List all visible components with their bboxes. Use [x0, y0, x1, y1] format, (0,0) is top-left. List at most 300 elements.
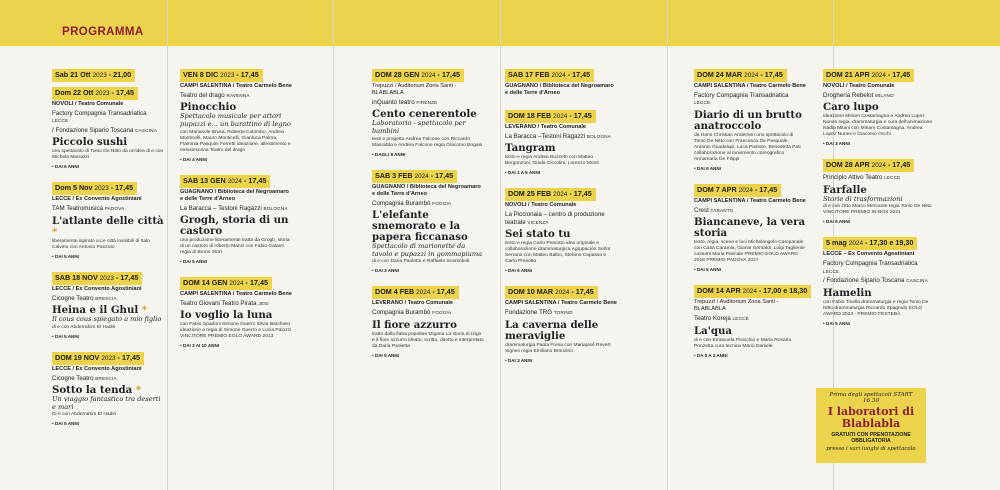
show-credits: ideazione Miriam Costamagna e Andrea Lopez Nunes regia, drammaturgia e cura dell'animazione Nadia Milani con Miriam Costamagna, Andrea Lopez Nunes e Giacomo Occhi: [823, 114, 933, 138]
company-name: Principio Attivo Teatro: [823, 174, 883, 182]
show-title: [372, 320, 484, 331]
show-title: [694, 110, 806, 132]
show-credits: uno spettacolo di Tonio De Nitto da un'idea di e con Michela Marrazzi: [52, 149, 164, 161]
date-day: SAB 3 FEB: [375, 170, 413, 180]
date-time: - 17,45: [435, 70, 460, 79]
show-title: [52, 216, 164, 238]
company: [372, 200, 484, 207]
date-time: - 17,45: [241, 175, 267, 185]
show-credits: con Fabio Tinella drammaturgia e regia Tonio De Nitto drammaturgia Riccardo Spagnulo EOLO AWARD 2023 - PREMIO FESTEBÀ: [823, 299, 929, 317]
company-name: Compagnia Burambò: [372, 309, 431, 317]
date-time: - 17,45: [885, 70, 911, 79]
company: [180, 300, 292, 307]
show-credits: testi e progetto Andrea Falcone con Riccardo Massidda e Andrea Falcone regia Giacomo Bogani: [372, 136, 483, 148]
event-block: [180, 64, 292, 162]
show-title: [694, 217, 806, 239]
date-year: 2023: [95, 90, 110, 97]
venue: Trepuzzi / Auditorium Zona Santi - BLABLABLA: [694, 299, 779, 313]
venue: NOVOLI / Teatro Comunale: [505, 202, 577, 209]
show-credits: liberamente ispirato a Le città invisibili di Italo Calvino con Antonio Panzuto: [52, 238, 150, 250]
date-row: [52, 82, 164, 100]
venue: Trepuzzi / Auditorium Zona Santi - BLABLABLA: [372, 83, 457, 96]
date-day: SAB 13 GEN: [183, 175, 226, 185]
venue: LEVERANO / Teatro Comunale: [505, 124, 587, 130]
date-row: [52, 347, 164, 365]
age-range: • DAI 3 ANNI: [372, 268, 399, 274]
date-badge: [505, 69, 594, 82]
company: [52, 295, 164, 302]
fold-line: [333, 0, 334, 490]
age-range: • DAI 6 ANNI: [52, 164, 79, 170]
date-year: 2024: [551, 72, 566, 79]
age-range: • DAI 3 ANNI: [505, 357, 532, 363]
age-range: • DAI 5 ANNI: [52, 253, 79, 259]
venue: CAMPI SALENTINA / Teatro Carmelo Bene: [180, 83, 292, 89]
date-year: 2024: [871, 72, 886, 79]
company: [180, 92, 292, 99]
company: [505, 309, 617, 316]
date-badge: [52, 182, 137, 195]
event-block: [52, 267, 164, 339]
fold-line: [500, 0, 501, 490]
show-credits: Di e con Abderrahim El Hadiri: [52, 412, 117, 418]
date-row: [180, 272, 292, 290]
company: [823, 174, 935, 181]
date-badge: [180, 69, 263, 82]
date-year: 2024: [742, 288, 757, 296]
show-title: [694, 326, 806, 337]
date-day: 5 mag: [826, 238, 847, 248]
company: [52, 205, 164, 212]
age-range: • DAI 3 AI 10 ANNI: [180, 343, 220, 349]
date-year: 2024: [414, 172, 429, 180]
laboratory-place: presso i vari luoghi di spettacolo: [826, 446, 916, 452]
show-title-text: Sei stato tu: [505, 228, 571, 241]
age-range: • DAI 5 ANNI: [694, 267, 721, 273]
show-subtitle: Laboratorio - spettacolo per bambini: [372, 119, 466, 135]
date-day: DOM 28 APR: [826, 160, 870, 170]
date-badge: [52, 272, 142, 285]
date-day: DOM 19 NOV: [55, 352, 100, 362]
age-range: • DAI 5 ANNI: [180, 259, 207, 264]
date-year: 2023: [92, 72, 107, 79]
company-city: TARANTO: [710, 207, 734, 213]
show-credits: di e con Otto Marco Mercante regia Tonio De Nitto VINCITORE PREMIO IN-BOX 2021: [823, 204, 932, 216]
laboratory-box: [816, 388, 926, 463]
show-credits: di e con Daria Paoletta e Raffaele Scarimboli: [372, 259, 470, 265]
company-city: LECCE: [884, 175, 901, 181]
fold-line: [667, 0, 668, 490]
date-row: [372, 165, 484, 183]
age-range: • DAI 1 A 5 ANNI: [505, 170, 541, 176]
date-year: 2024: [744, 72, 759, 79]
company-name: Teatro del drago: [180, 92, 225, 99]
date-badge: [823, 159, 914, 172]
show-title-text: Heina e il Ghul: [52, 304, 139, 317]
company-name: La Baracca –Testoni Ragazzi: [505, 133, 586, 140]
show-credits: di e con Emanuela Pisicchio e Maria Rosaria Ponzetta cura tecnica Mario Daniele: [694, 337, 792, 349]
date-row: [694, 179, 806, 197]
date-year: 2023: [99, 274, 114, 282]
date-day: SAB 18 NOV: [55, 272, 98, 282]
age-range: • DAI 5 ANNI: [52, 421, 79, 427]
show-title: [823, 288, 935, 299]
show-credits: drammaturgia Paola Fresa con Mariajosé Revert Signes regia Emiliano Bronzino: [505, 342, 611, 354]
event-block: [505, 64, 617, 97]
show-subtitle: Spettacolo musicale per attori pupazzi e... un burattino di legno: [180, 112, 291, 128]
show-title-text: Sotto la tenda: [52, 384, 133, 397]
event-block: [823, 232, 935, 325]
event-block: [372, 165, 484, 274]
venue: GUAGNANO / Biblioteca del Negroamaro e delle Terre d'Arneo: [505, 83, 614, 96]
company: [372, 309, 484, 316]
date-row: [505, 105, 617, 123]
date-year: 2024: [848, 240, 863, 248]
date-row: [180, 170, 292, 188]
company: [694, 92, 806, 107]
show-subtitle: Un viaggio fantastico tra deserti e mari: [52, 395, 161, 411]
show-credits: tratto dalla fiaba popolare tzigana La storia di tzigo e il fiore azzurro ideato, scritto, diretto e interpretato da Daria Paoletta: [372, 331, 484, 349]
show-title: [505, 320, 617, 342]
date-day: Dom 5 Nov: [55, 183, 93, 193]
date-badge: [505, 110, 596, 123]
company: [823, 260, 935, 275]
company: [180, 205, 292, 212]
show-credits: di e con Abderrahim El Hadiri: [52, 324, 116, 330]
program-column: [505, 64, 617, 371]
date-day: DOM 18 FEB: [508, 111, 552, 120]
date-day: DOM 14 APR: [697, 286, 741, 296]
date-year: 2024: [871, 162, 886, 170]
date-day: DOM 24 MAR: [697, 70, 743, 79]
date-badge: [694, 69, 787, 82]
company: [694, 315, 806, 322]
venue: CAMPI SALENTINA / Teatro Carmelo Bene: [694, 83, 806, 89]
program-column: [372, 64, 484, 366]
company-name: La Baracca – Testoni Ragazzi: [180, 204, 262, 212]
date-time: - 17,45: [430, 287, 455, 297]
company-name: Factory Compagnia Transadriatica: [52, 110, 147, 117]
date-row: [823, 64, 935, 82]
date-badge: [180, 277, 272, 290]
date-year: 2023: [220, 72, 235, 79]
date-time: - 17,45: [234, 70, 259, 79]
show-title-text: Cento cenerentole: [372, 108, 477, 121]
date-row: [505, 183, 617, 201]
date-day: VEN 8 DIC: [183, 70, 219, 79]
age-range: • DAGLI 8 ANNI: [372, 151, 406, 157]
date-row: [372, 281, 484, 299]
laboratory-note: GRATUITI CON PRENOTAZIONE OBBLIGATORIA: [831, 432, 911, 444]
show-subtitle: Spettacolo di marionette da tavolo e pupazzi in gommapiuma: [372, 242, 483, 258]
company-name: Teatro Koreja: [694, 315, 731, 323]
date-time: - 17,45: [565, 70, 591, 79]
date-year: 2023: [101, 354, 116, 362]
company-name: Cicogne Teatro: [52, 374, 94, 382]
program-column: [823, 64, 935, 334]
date-row: [505, 281, 617, 299]
event-block: [180, 272, 292, 348]
show-title: [52, 137, 164, 148]
date-year: 2024: [421, 72, 436, 79]
date-day: Dom 22 Ott: [55, 88, 94, 97]
company: [823, 92, 935, 99]
date-year: 2024: [555, 289, 570, 297]
date-row: [180, 64, 292, 82]
show-title-text: Grogh, storia di un castoro: [180, 214, 289, 237]
show-title-text: Caro lupo: [823, 101, 879, 114]
company-city: LECCE: [694, 100, 711, 106]
age-range: • DA 0 A 3 ANNI: [694, 352, 728, 358]
date-day: DOM 28 GEN: [375, 70, 420, 79]
event-block: [52, 177, 164, 258]
date-badge: [823, 69, 914, 82]
company-name: Factory Compagnia Transadriatica: [694, 92, 789, 99]
date-badge: [52, 87, 138, 100]
star-mark: *: [135, 384, 142, 397]
fold-line: [167, 0, 168, 490]
date-time: - 17,00 e 18,30: [756, 286, 808, 296]
date-badge: [180, 175, 270, 188]
company-city: FIRENZE: [416, 100, 438, 105]
show-title-text: L'elefante smemorato e la papera ficcanaso: [372, 209, 468, 243]
event-block: [52, 347, 164, 427]
show-credits: con Mariasole Brusa, Roberta Colombo, Andrea Monticelli, Mauro Monticelli, Gianluca Palma, Flaminia Pasquini Ferretti ideazione, allestimento e messinscena Teatro del drago: [180, 129, 291, 153]
venue: CAMPI SALENTINA / Teatro Carmelo Bene: [505, 300, 617, 307]
company-name: Crest: [694, 206, 709, 214]
date-day: DOM 14 GEN: [183, 278, 228, 287]
show-title-text: Tangram: [505, 142, 556, 155]
date-badge: [52, 352, 144, 365]
company: [505, 133, 617, 140]
date-year: 2024: [553, 191, 568, 199]
page-title: PROGRAMMA: [62, 26, 144, 38]
company-city: PADOVA: [104, 206, 125, 212]
show-credits: testo e regia Andrea Buzzetti con Matteo Bergonzoni, Giada Ciccolini, Lorenzo Monti: [505, 155, 599, 167]
age-range: • DAI 6 ANNI: [505, 268, 532, 274]
show-title: [505, 143, 617, 154]
company: [505, 211, 617, 226]
venue: LEVERANO / Teatro Comunale: [372, 300, 454, 307]
company-city: MILANO: [874, 93, 894, 98]
venue: GUAGNANO / Biblioteca del Negroamaro e delle Terre d'Arneo: [372, 183, 481, 197]
company-city: LECCE: [823, 268, 840, 274]
company-name: Compagnia Burambò: [372, 199, 431, 207]
event-block: [52, 64, 164, 169]
age-range: • DAI 6 ANNI: [694, 165, 721, 171]
date-row: [52, 64, 164, 82]
company-city: CASCINA: [135, 127, 157, 133]
company-city: BOLOGNA: [263, 205, 288, 211]
date-day: DOM 25 FEB: [508, 189, 552, 199]
company-city: FOGGIA: [432, 200, 452, 206]
program-column: [52, 64, 164, 434]
date-time: - 17,45: [567, 189, 592, 199]
venue: NOVOLI / Teatro Comunale: [823, 83, 895, 89]
company-city: LECCE: [52, 118, 69, 124]
date-year: 2024: [553, 113, 568, 120]
venue: CAMPI SALENTINA / Teatro Carmelo Bene: [694, 197, 806, 204]
age-range: • DAI 3 ANNI: [823, 141, 850, 147]
date-time: - 17,45: [115, 352, 140, 362]
company-city: TORINO: [553, 310, 573, 316]
date-day: DOM 7 APR: [697, 184, 737, 194]
company: [52, 375, 164, 382]
date-badge: [372, 286, 459, 299]
show-title: [180, 310, 292, 321]
date-day: DOM 21 APR: [826, 70, 870, 79]
event-block: [505, 183, 617, 273]
company: [694, 207, 806, 214]
date-row: [694, 64, 806, 82]
company-name: TAM Teatromusica: [52, 205, 104, 213]
show-title-text: Farfalle: [823, 183, 867, 196]
event-block: [694, 64, 806, 171]
venue: LECCE / Ex Convento Agostiniani: [52, 196, 142, 203]
date-row: [694, 280, 806, 298]
date-time: - 17,45: [569, 287, 594, 297]
venue: LECCE / Ex Convento Agostiniani: [52, 285, 142, 292]
company-name: Cicogne Teatro: [52, 294, 94, 302]
company-city: CASCINA: [906, 278, 928, 284]
company-city: BOLOGNA: [586, 134, 611, 139]
company: [372, 99, 484, 106]
event-block: [823, 154, 935, 224]
event-block: [823, 64, 935, 146]
age-range: • DAI 5 ANNI: [823, 320, 850, 326]
company-name: Fondazione TRG: [505, 309, 553, 317]
date-row: [823, 154, 935, 172]
company-city: RAVENNA: [226, 93, 250, 98]
company-name: La Piccionaia – centro di produzione teatrale: [505, 211, 605, 226]
date-time: - 17,45: [752, 184, 778, 194]
program-column: [694, 64, 806, 366]
date-time: - 21,00: [106, 70, 132, 79]
date-time: - 17,45: [108, 183, 134, 193]
date-badge: [52, 69, 135, 82]
date-year: 2024: [738, 186, 753, 194]
venue: LECCE – Ex Convento Agostiniani: [823, 251, 915, 258]
show-title-text: La caverna delle meraviglie: [505, 318, 599, 342]
show-title: [823, 102, 935, 113]
show-title-text: Diario di un brutto anatroccolo: [694, 108, 802, 132]
show-title-text: La'qua: [694, 324, 733, 337]
date-time: - 17,45: [243, 278, 268, 287]
date-day: Sab 21 Ott: [55, 70, 91, 79]
company-city: VICENZA: [527, 219, 549, 225]
event-block: [505, 105, 617, 175]
venue: LECCE / Ex Convento Agostiniani: [52, 365, 142, 372]
show-title-text: Pinocchio: [180, 101, 237, 114]
star-mark: *: [141, 304, 148, 317]
star-mark: *: [52, 225, 58, 238]
date-badge: [505, 286, 598, 299]
event-block: [372, 64, 484, 157]
company: [52, 110, 164, 125]
company-city: JESI: [258, 301, 269, 306]
date-day: DOM 10 MAR: [508, 287, 554, 297]
date-time: - 17,30 e 19,30: [863, 238, 914, 248]
date-year: 2023: [94, 185, 109, 193]
show-credits: con Fabio Spadoni Simone Guerro Silvia Barchiesi ideazione e regia di Simone Guerro e Lucia Palozzi VINCITORE PREMIO EOLO AWARD 2013: [180, 322, 292, 340]
date-row: [52, 177, 164, 195]
show-credits: una produzione liberamente tratta da Grogh, storia di un castoro di Alberto Manzi con Fabio Galanti regia di Bruno Stori: [180, 238, 290, 255]
show-title-text: Piccolo sushi: [52, 136, 128, 149]
company-city: FOGGIA: [432, 310, 452, 316]
venue: NOVOLI / Teatro Comunale: [52, 101, 124, 107]
date-time: - 17,45: [113, 272, 139, 282]
show-credits: testo e regia Carlo Presotto idea originale e collaborazione drammaturgica Agrupación Señor Serrano con Matteo Balbo, Stefano Capasso e Carlo Presotto: [505, 241, 611, 265]
program-column: [180, 64, 292, 356]
show-title-text: Io voglio la luna: [180, 309, 273, 322]
show-title: [180, 215, 292, 237]
company-name: inQuanto teatro: [372, 99, 415, 106]
age-range: • DAI 5 ANNI: [52, 333, 79, 339]
show-subtitle: Il cous cous spiegato a mio figlio: [52, 315, 162, 324]
date-row: [505, 64, 617, 82]
date-year: 2024: [416, 289, 431, 297]
date-badge: [505, 188, 596, 201]
date-row: [52, 267, 164, 285]
age-range: • DAI 5 ANNI: [372, 352, 399, 358]
laboratory-title: I laboratori di Blablabla: [827, 405, 915, 430]
event-block: [694, 179, 806, 272]
event-block: [180, 170, 292, 264]
date-badge: [372, 69, 464, 82]
venue: CAMPI SALENTINA / Teatro Carmelo Bene: [180, 291, 292, 297]
date-time: - 17,45: [428, 170, 454, 180]
show-title: [372, 210, 484, 243]
show-credits: da Hans Christian Andersen uno spettacolo di Tonio De Nitto con Francesca De Pasquale, Antonio Guadalupi, Luca Pastore, Benedetta Pati collaborazione al movimento coreografico Annamaria De Filippi: [694, 132, 801, 162]
date-row: [823, 232, 935, 250]
date-badge: [823, 237, 917, 250]
event-block: [372, 281, 484, 357]
age-range: • DAI 6 ANNI: [823, 219, 850, 225]
laboratory-start: Prima degli spettacoli START 16.30: [829, 392, 913, 404]
age-range: • DAI 4 ANNI: [180, 156, 207, 162]
company-name: / Fondazione Sipario Toscana: [823, 277, 905, 285]
date-time: - 17,45: [109, 88, 134, 97]
show-title-text: Biancaneve, la vera storia: [694, 216, 806, 240]
venue: GUAGNANO / Biblioteca del Negroamaro e delle Terre d'Arneo: [180, 188, 289, 202]
date-day: DOM 4 FEB: [375, 287, 415, 297]
company-partner: [52, 127, 164, 134]
company-name: Factory Compagnia Transadriatica: [823, 260, 918, 268]
date-day: SAB 17 FEB: [508, 70, 550, 79]
show-title-text: L'atlante delle città: [52, 214, 164, 227]
date-badge: [372, 170, 457, 183]
date-badge: [694, 285, 811, 298]
date-year: 2024: [229, 280, 244, 287]
event-block: [694, 280, 806, 357]
event-block: [505, 281, 617, 362]
company-partner: [823, 277, 935, 284]
show-title-text: Hamelin: [823, 286, 872, 299]
date-badge: [694, 184, 781, 197]
company-name: / Fondazione Sipario Toscana: [52, 126, 134, 134]
company-city: LECCE: [732, 316, 749, 322]
date-row: [372, 64, 484, 82]
show-title: [505, 229, 617, 240]
date-time: - 17,45: [758, 70, 783, 79]
date-year: 2024: [227, 177, 242, 185]
date-time: - 17,45: [567, 111, 592, 120]
show-credits: testo, regia, scene e luci Michelangelo Campanale con Catia Caramia, Gianni Grimaldi, Luigi Tagliente costumi Maria Pascale PREMIO EOLO AWARD 2018 PREMIO PADOVA 2017: [694, 240, 805, 264]
show-subtitle: Storie di trasformazioni: [823, 194, 903, 203]
company-name: Teatro Giovani Teatro Pirata: [180, 300, 257, 307]
company-city: BRESCIA: [95, 375, 117, 381]
date-time: - 17,45: [885, 160, 911, 170]
